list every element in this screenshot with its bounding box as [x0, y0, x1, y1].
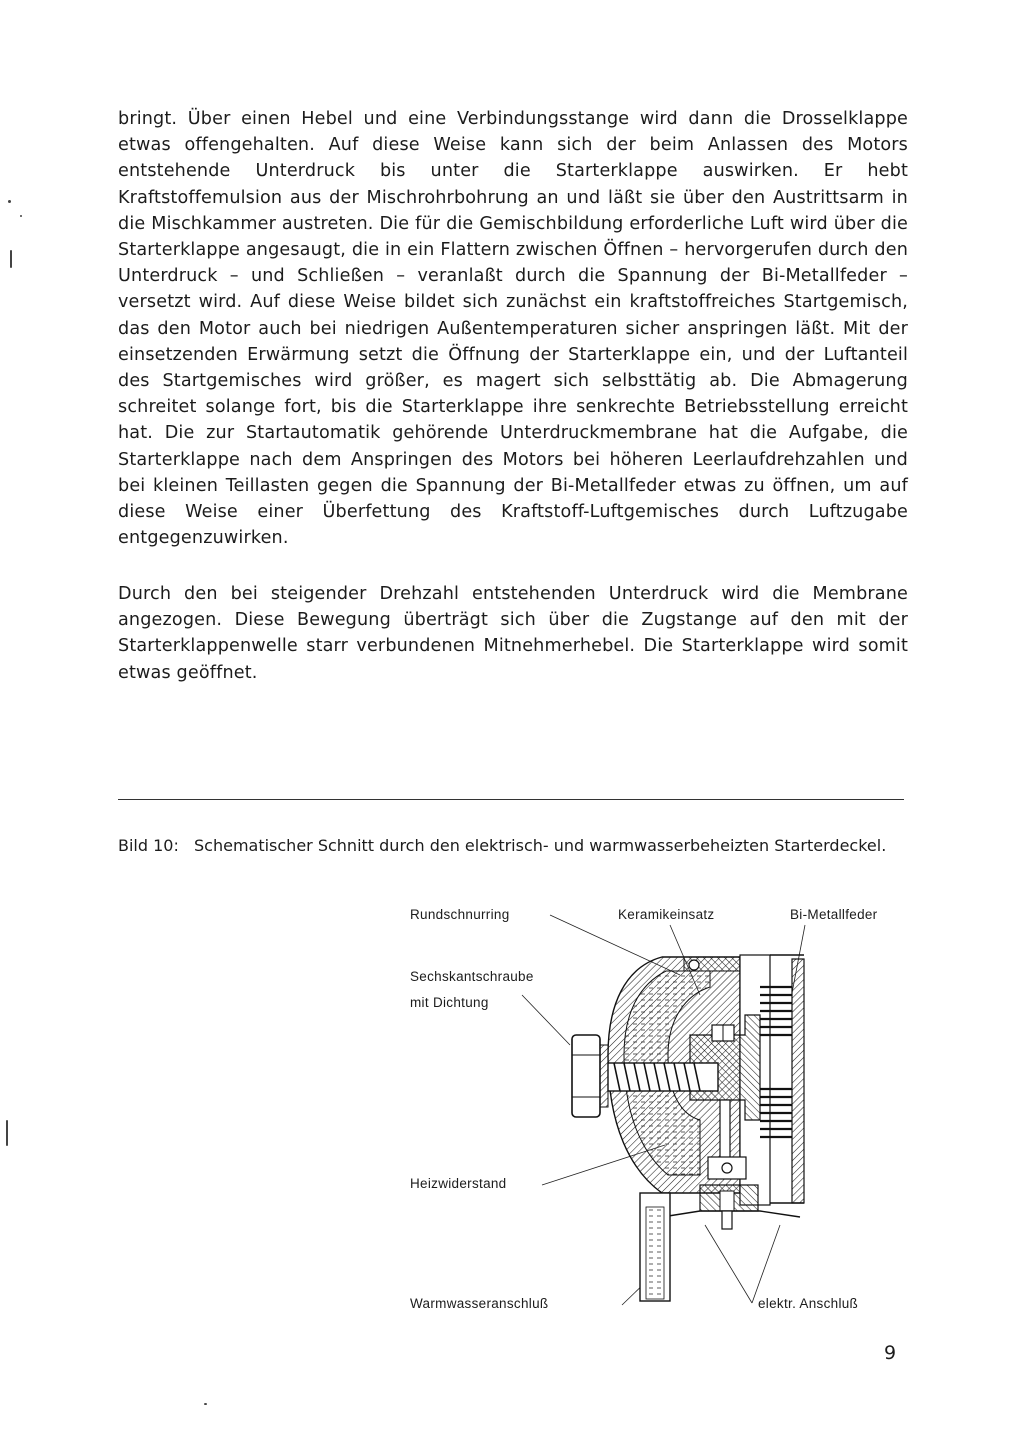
- label-sechskantschraube: Sechskantschraube: [410, 969, 534, 984]
- warm-water-pipe: [640, 1193, 670, 1301]
- body-paragraph-1: bringt. Über einen Hebel und eine Verbindungsstange wird dann die Drosselklappe etwas offengehalten. Auf diese Weise kann sich der beim Anlassen des Motors entstehende Unterdruck bis unter die Starterklappe auswirken. Er hebt Kraftstoffemulsion aus der Mischrohrbohrung an und läßt sie über den Austrittsarm in die Mischkammer austreten. Die für die Gemischbildung erforderliche Luft wird über die Starterklappe angesaugt, die in ein Flattern zwischen Öffnen – hervorgerufen durch den Unterdruck – und Schließen – veranlaßt durch die Spannung der Bi-Metallfeder – versetzt wird. Auf diese Weise bildet sich zunächst ein kraftstoffreiches Startgemisch, das den Motor auch bei niedrigen Außentemperaturen sicher anspringen läßt. Mit der einsetzenden Erwärmung setzt die Öffnung der Starterklappe ein, und der Luftanteil des Startgemisches wird größer, es magert sich selbsttätig ab. Die Abmagerung schreitet solange fort, bis die Starterklappe ihre senkrechte Betriebsstellung erreicht hat. Die zur Startautomatik gehörende Unterdruckmembrane hat die Aufgabe, die Starterklappe nach dem Anspringen des Motors bei höheren Leerlaufdrehzahlen und bei kleinen Teillasten gegen die Spannung der Bi-Metallfeder etwas zu öffnen, um auf diese Weise einer Überfettung des Kraftstoff-Luftgemisches durch Luftzugabe entgegenzuwirken.: [118, 109, 908, 549]
- figure-caption: Schematischer Schnitt durch den elektrisch- und warmwasserbeheizten Starterdeckel.: [194, 836, 887, 855]
- label-rundschnurring: Rundschnurring: [410, 907, 510, 922]
- label-keramikeinsatz: Keramikeinsatz: [618, 907, 715, 922]
- label-elektr-anschluss: elektr. Anschluß: [758, 1296, 859, 1311]
- starter-cover-cross-section-diagram: [400, 895, 910, 1325]
- label-heizwiderstand: Heizwiderstand: [410, 1176, 507, 1191]
- scan-speck: [20, 215, 22, 217]
- label-mit-dichtung: mit Dichtung: [410, 995, 489, 1010]
- scan-speck: [8, 200, 11, 203]
- scan-speck: [204, 1403, 207, 1405]
- body-paragraph-2: Durch den bei steigender Drehzahl entstehenden Unterdruck wird die Membrane angezogen. Diese Bewegung überträgt sich über die Zugstange auf den mit der Starterklappenwelle starr verbundenen Mitnehmerhebel. Die Starterklappe wird somit etwas geöffnet.: [118, 584, 908, 683]
- caption-divider: [118, 799, 904, 800]
- page-number: 9: [884, 1342, 897, 1364]
- scan-speck: [6, 1120, 8, 1146]
- figure-label: Bild 10:: [118, 836, 179, 855]
- label-bimetallfeder: Bi-Metallfeder: [790, 907, 878, 922]
- scan-speck: [10, 250, 12, 268]
- label-warmwasseranschluss: Warmwasseranschluß: [410, 1296, 549, 1311]
